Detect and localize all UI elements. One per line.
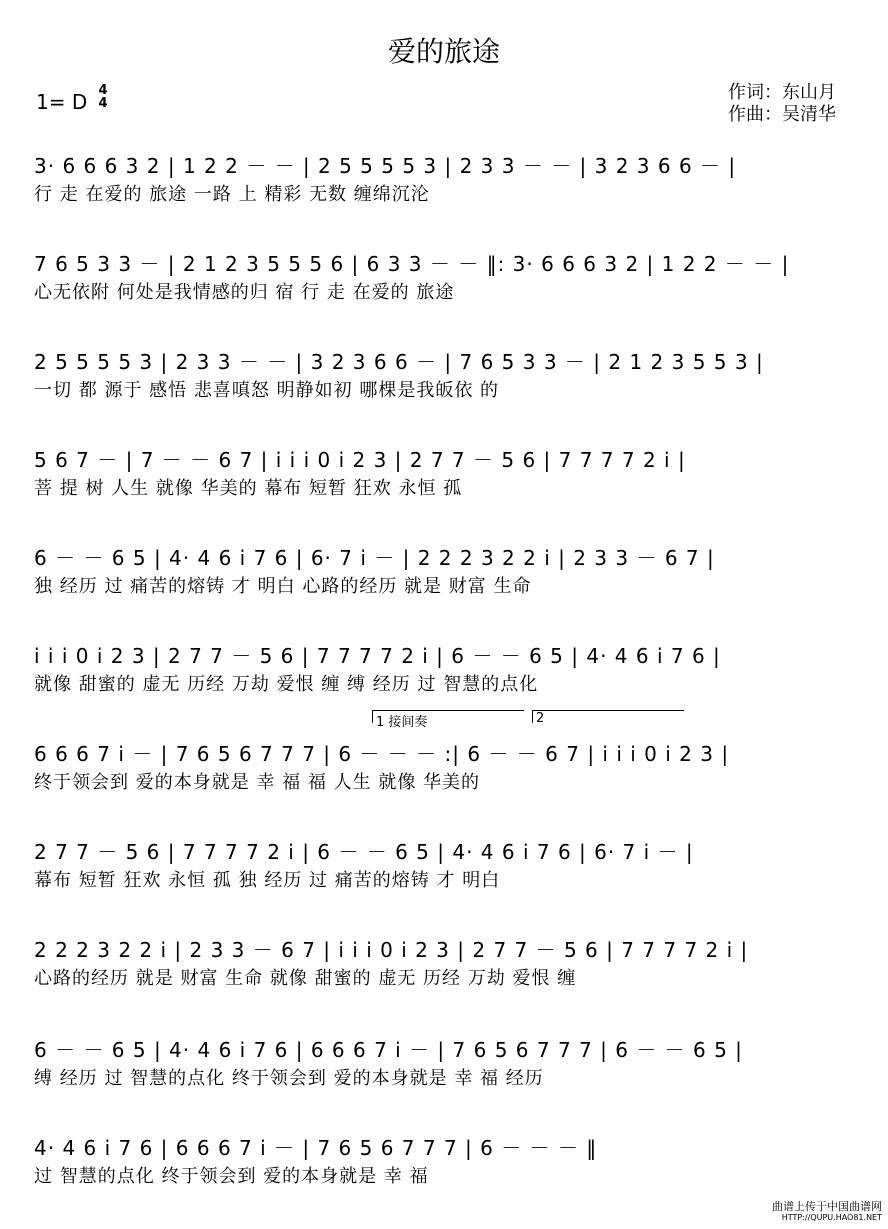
jianpu-notes: 6 6 6 7 i － | 7 6 5 6 7 7 7 | 6 － － － :| 6 － － 6 7 | i i i 0 i 2 3 | bbox=[34, 742, 730, 766]
key-signature: 1= D bbox=[36, 90, 88, 114]
jianpu-notes: 4· 4 6 i 7 6 | 6 6 6 7 i － | 7 6 5 6 7 7 7 | 6 － － － ‖ bbox=[34, 1136, 598, 1160]
lyrics-line: 心路的经历 就是 财富 生命 就像 甜蜜的 虚无 历经 万劫 爱恨 缠 bbox=[34, 968, 577, 989]
lyrics-line: 幕布 短暂 狂欢 永恒 孤 独 经历 过 痛苦的熔铸 才 明白 bbox=[34, 870, 501, 891]
jianpu-notes: 6 － － 6 5 | 4· 4 6 i 7 6 | 6· 7 i － | 2 2 2 3 2 2 i | 2 3 3 － 6 7 | bbox=[34, 546, 715, 570]
lyrics-line: 过 智慧的点化 终于领会到 爱的本身就是 幸 福 bbox=[34, 1166, 429, 1187]
lyricist-credit: 作词：东山月 bbox=[728, 82, 836, 103]
jianpu-notes: 3· 6 6 6 3 2 | 1 2 2 － － | 2 5 5 5 5 3 | 2 3 3 － － | 3 2 3 6 6 － | bbox=[34, 154, 737, 178]
time-signature bbox=[92, 84, 114, 110]
jianpu-notes: 7 6 5 3 3 － | 2 1 2 3 5 5 5 6 | 6 3 3 － － ‖: 3· 6 6 6 3 2 | 1 2 2 － － | bbox=[34, 252, 790, 276]
watermark bbox=[772, 1201, 882, 1223]
time-signature-bottom: 4 bbox=[98, 96, 108, 111]
volta-first-ending: 1 接间奏 bbox=[372, 710, 524, 723]
watermark-line1: 曲谱上传于中国曲谱网 bbox=[772, 1200, 882, 1213]
jianpu-notes: 2 5 5 5 5 3 | 2 3 3 － － | 3 2 3 6 6 － | 7 6 5 3 3 － | 2 1 2 3 5 5 3 | bbox=[34, 350, 764, 374]
lyrics-line: 终于领会到 爱的本身就是 幸 福 福 人生 就像 华美的 bbox=[34, 772, 481, 793]
jianpu-notes: 6 － － 6 5 | 4· 4 6 i 7 6 | 6 6 6 7 i － | 7 6 5 6 7 7 7 | 6 － － 6 5 | bbox=[34, 1038, 743, 1062]
time-signature-top: 4 bbox=[98, 83, 108, 98]
lyrics-line: 菩 提 树 人生 就像 华美的 幕布 短暂 狂欢 永恒 孤 bbox=[34, 478, 463, 499]
jianpu-notes: 2 7 7 － 5 6 | 7 7 7 7 2 i | 6 － － 6 5 | 4· 4 6 i 7 6 | 6· 7 i － | bbox=[34, 840, 694, 864]
lyrics-line: 心无依附 何处是我情感的归 宿 行 走 在爱的 旅途 bbox=[34, 282, 455, 303]
jianpu-notes: i i i 0 i 2 3 | 2 7 7 － 5 6 | 7 7 7 7 2 i | 6 － － 6 5 | 4· 4 6 i 7 6 | bbox=[34, 644, 721, 668]
lyrics-line: 独 经历 过 痛苦的熔铸 才 明白 心路的经历 就是 财富 生命 bbox=[34, 576, 532, 597]
lyrics-line: 一切 都 源于 感悟 悲喜嗔怒 明静如初 哪棵是我皈依 的 bbox=[34, 380, 500, 401]
composer-credit: 作曲：吴清华 bbox=[728, 104, 836, 125]
volta-second-ending: 2 bbox=[532, 710, 684, 723]
watermark-line2: HTTP://QUPU.HAO81.NET bbox=[781, 1213, 882, 1222]
song-title: 爱的旅途 bbox=[387, 35, 500, 68]
lyrics-line: 行 走 在爱的 旅途 一路 上 精彩 无数 缠绵沉沦 bbox=[34, 184, 430, 205]
lyrics-line: 就像 甜蜜的 虚无 历经 万劫 爱恨 缠 缚 经历 过 智慧的点化 bbox=[34, 674, 539, 695]
jianpu-notes: 2 2 2 3 2 2 i | 2 3 3 － 6 7 | i i i 0 i 2 3 | 2 7 7 － 5 6 | 7 7 7 7 2 i | bbox=[34, 938, 749, 962]
lyrics-line: 缚 经历 过 智慧的点化 终于领会到 爱的本身就是 幸 福 经历 bbox=[34, 1068, 544, 1089]
jianpu-notes: 5 6 7 － | 7 － － 6 7 | i i i 0 i 2 3 | 2 7 7 － 5 6 | 7 7 7 7 2 i | bbox=[34, 448, 686, 472]
